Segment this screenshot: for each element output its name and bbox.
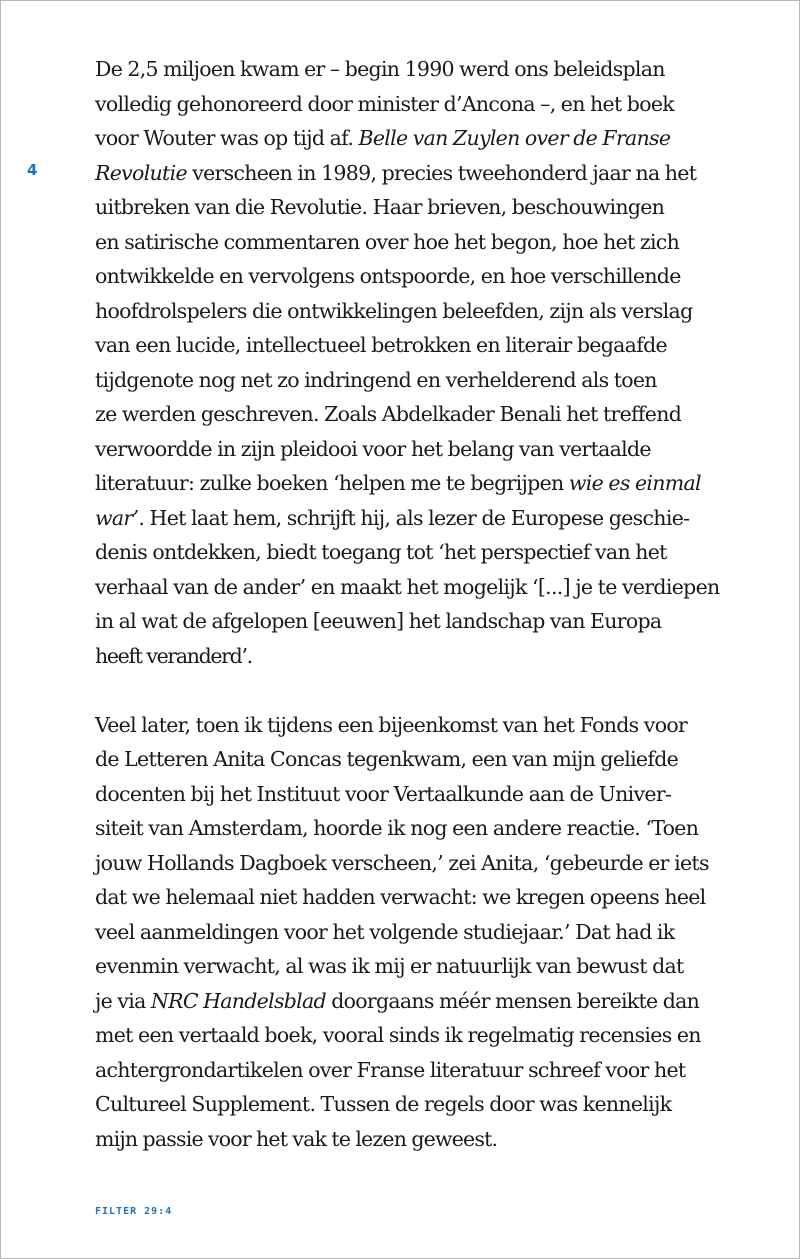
page-number: 4 xyxy=(27,161,38,179)
text-line: uitbreken van die Revolutie. Haar brieven, beschouwingen xyxy=(95,195,665,219)
body-text xyxy=(95,52,735,1156)
text-line: Cultureel Supplement. Tussen de regels door was kennelijk xyxy=(95,1092,672,1116)
text-line xyxy=(95,466,735,501)
text-line: achtergrondartikelen over Franse literatuur schreef voor het xyxy=(95,1057,686,1082)
text-line: de Letteren Anita Concas tegenkwam, een van mijn geliefde xyxy=(95,747,679,771)
text-line: en satirische commentaren over hoe het begon, hoe het zich xyxy=(95,229,680,254)
text-line: ze werden geschreven. Zoals Abdelkader Benali het treffend xyxy=(95,402,682,426)
text-line: volledig gehonoreerd door minister d’Ancona –, en het boek xyxy=(95,91,674,116)
text-line: verhaal van de ander’ en maakt het mogelijk ‘[...] je te verdiepen xyxy=(95,574,720,599)
paragraph-gap xyxy=(95,673,735,708)
text-line: De 2,5 miljoen kwam er – begin 1990 werd ons beleidsplan xyxy=(95,57,665,81)
text-run: voor Wouter was op tijd af. xyxy=(95,126,359,150)
text-run: je via xyxy=(95,988,151,1013)
quote-italic: wie es einmal xyxy=(568,471,701,495)
text-line: hoofdrolspelers die ontwikkelingen beleefden, zijn als verslag xyxy=(95,298,693,323)
text-run: Het laat hem, schrijft hij, als lezer de Europese geschie- xyxy=(144,505,690,530)
text-line: docenten bij het Instituut voor Vertaalkunde aan de Univer- xyxy=(95,781,672,806)
text-line xyxy=(95,501,735,536)
text-line: veel aanmeldingen voor het volgende studiejaar.’ Dat had ik xyxy=(95,919,675,944)
text-line xyxy=(95,121,735,156)
text-line: Veel later, toen ik tijdens een bijeenkomst van het Fonds voor xyxy=(95,712,688,737)
text-line: evenmin verwacht, al was ik mij er natuurlijk van bewust dat xyxy=(95,954,684,978)
quote-italic: war’. xyxy=(95,505,145,530)
paragraph-2 xyxy=(95,708,735,1157)
text-line: heeft veranderd’. xyxy=(95,643,252,668)
text-line: tijdgenote nog net zo indringend en verhelderend als toen xyxy=(95,367,657,392)
text-line: denis ontdekken, biedt toegang tot ‘het perspectief van het xyxy=(95,540,667,564)
text-run: verscheen in 1989, precies tweehonderd jaar na het xyxy=(186,160,697,185)
text-line: mijn passie voor het vak te lezen geweest. xyxy=(95,1126,498,1151)
text-line: ontwikkelde en vervolgens ontspoorde, en hoe verschillende xyxy=(95,264,681,288)
text-line: siteit van Amsterdam, hoorde ik nog een andere reactie. ‘Toen xyxy=(95,816,699,840)
text-line: van een lucide, intellectueel betrokken en literair begaafde xyxy=(95,333,667,357)
book-title-italic: Belle van Zuylen over de Franse xyxy=(358,126,671,150)
book-title-italic: Revolutie xyxy=(95,160,187,185)
newspaper-title-italic: NRC Handelsblad xyxy=(150,988,326,1013)
paragraph-1 xyxy=(95,52,735,673)
text-line: in al wat de afgelopen [eeuwen] het landschap van Europa xyxy=(95,609,662,633)
text-run: doorgaans méér mensen bereikte dan xyxy=(325,988,700,1013)
text-line: jouw Hollands Dagboek verscheen,’ zei Anita, ‘gebeurde er iets xyxy=(95,850,709,875)
text-line xyxy=(95,156,735,191)
text-line: dat we helemaal niet hadden verwacht: we kregen opeens heel xyxy=(95,885,706,909)
text-run: literatuur: zulke boeken ‘helpen me te begrijpen xyxy=(95,471,569,495)
text-line xyxy=(95,984,735,1019)
running-footer: FILTER 29:4 xyxy=(95,1206,173,1217)
text-line: met een vertaald boek, vooral sinds ik regelmatig recensies en xyxy=(95,1023,701,1047)
text-line: verwoordde in zijn pleidooi voor het belang van vertaalde xyxy=(95,436,651,461)
